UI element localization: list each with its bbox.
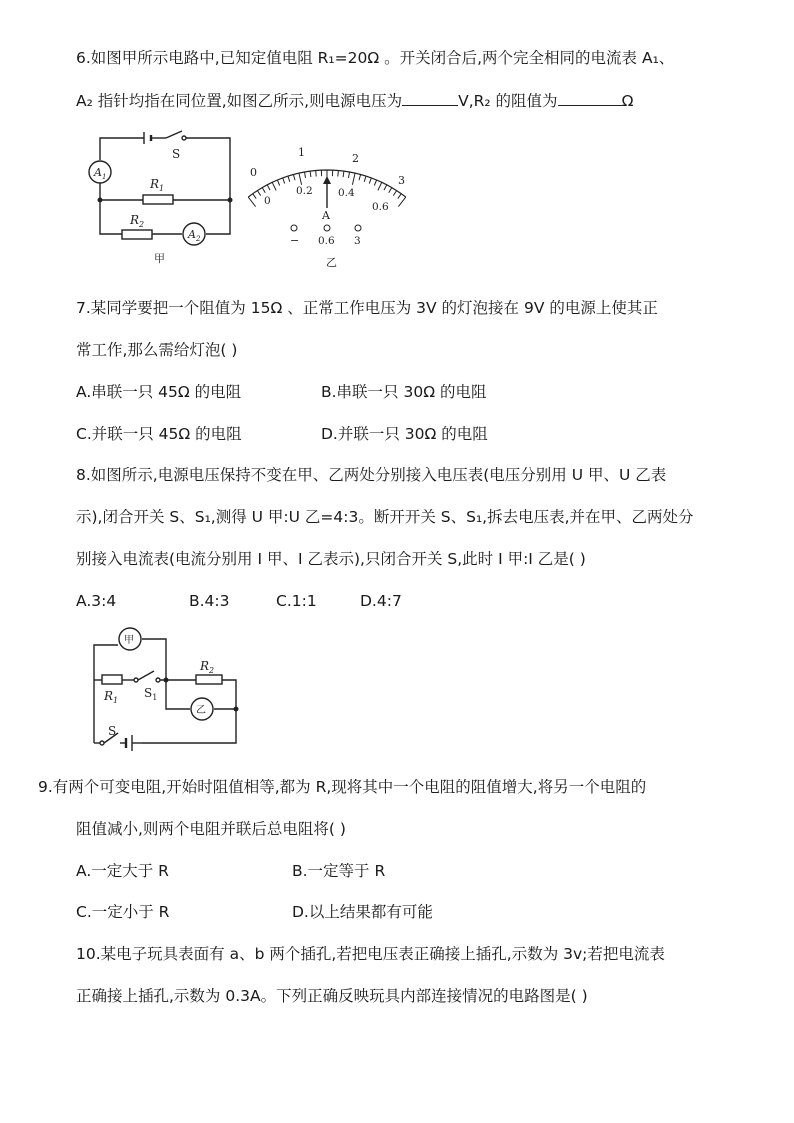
q7-line-2: 常工作,那么需给灯泡( ) xyxy=(76,341,238,359)
q8-line-3: 别接入电流表(电流分别用 I 甲、I 乙表示),只闭合开关 S,此时 I 甲:I 乙是( ) xyxy=(76,550,586,568)
dial-tick xyxy=(305,172,306,178)
dial-top-tick-1: 1 xyxy=(298,146,305,159)
terminal-label-3: 3 xyxy=(354,235,361,247)
dial-tick xyxy=(364,176,366,182)
switch-s1-label: $S_1$ xyxy=(144,686,158,702)
dial-tick xyxy=(283,178,285,184)
dial-tick xyxy=(288,176,290,182)
dial-tick xyxy=(352,173,355,185)
q6-text-a: A₂ 指针均指在同位置,如图乙所示,则电源电压为 xyxy=(76,92,403,110)
dial-top-tick-3: 3 xyxy=(398,174,405,187)
dial-tick xyxy=(272,182,276,190)
switch-s-label: S xyxy=(108,724,117,738)
dial-tick xyxy=(267,185,270,190)
q7-line-1: 7.某同学要把一个阻值为 15Ω 、正常工作电压为 3V 的灯泡接在 9V 的电源上使其正 xyxy=(76,299,658,317)
q8-line-2: 示),闭合开关 S、S₁,测得 U 甲:U 乙=4:3。断开开关 S、S₁,拆去电压表,并在甲、乙两处分 xyxy=(76,508,694,526)
q6-ammeter-dial-yi xyxy=(240,128,420,273)
terminal-06 xyxy=(324,225,330,231)
q6-text-b: V,R₂ 的阻值为 xyxy=(458,92,558,110)
dial-tick xyxy=(389,188,392,193)
dial-bottom-tick-0: 0 xyxy=(264,195,271,207)
q6-blank-voltage xyxy=(402,89,458,106)
q9-option-a: A.一定大于 R xyxy=(76,862,169,880)
resistor-r2-label: $R_2$ xyxy=(200,659,215,675)
dial-top-tick-2: 2 xyxy=(352,152,359,165)
dial-tick xyxy=(349,172,350,178)
resistor-r2-label: $R_2$ xyxy=(130,213,145,229)
dial-top-tick-0: 0 xyxy=(250,166,257,179)
dial-tick xyxy=(374,180,376,186)
q9-option-d: D.以上结果都有可能 xyxy=(292,903,433,921)
q7-option-d: D.并联一只 30Ω 的电阻 xyxy=(321,425,488,443)
dial-tick xyxy=(398,194,402,199)
dial-tick xyxy=(277,180,279,186)
meter-yi-label: 乙 xyxy=(196,705,206,716)
terminal-negative xyxy=(291,225,297,231)
q8-line-1: 8.如图所示,电源电压保持不变在甲、乙两处分别接入电压表(电压分别用 U 甲、U 乙表 xyxy=(76,466,667,484)
dial-tick xyxy=(384,185,387,190)
junction-dot xyxy=(164,678,169,683)
dial-tick xyxy=(293,175,295,181)
dial-tick xyxy=(248,197,255,207)
dial-tick xyxy=(338,171,339,177)
terminal-3 xyxy=(355,225,361,231)
q6-circuit-jia xyxy=(88,128,238,268)
q10-line-2: 正确接上插孔,示数为 0.3A。下列正确反映玩具内部连接情况的电路图是( ) xyxy=(76,987,588,1005)
q8-option-d: D.4:7 xyxy=(360,592,402,610)
dial-tick xyxy=(299,173,302,185)
dial-tick xyxy=(310,171,311,177)
dial-tick xyxy=(378,182,382,190)
dial-tick xyxy=(257,191,260,196)
resistor-r1-label: $R_1$ xyxy=(104,689,119,705)
dial-tick xyxy=(316,171,317,177)
dial-pointer-tip xyxy=(323,176,331,184)
q7-option-b: B.串联一只 30Ω 的电阻 xyxy=(321,383,487,401)
q9-line-2: 阻值减小,则两个电阻并联后总电阻将( ) xyxy=(76,820,346,838)
figure-caption-yi: 乙 xyxy=(326,256,337,269)
dial-bottom-tick-06: 0.6 xyxy=(372,201,389,213)
dial-tick xyxy=(359,175,361,181)
q6-line-2 xyxy=(76,89,633,112)
junction-dot xyxy=(228,198,233,203)
dial-tick xyxy=(393,191,396,196)
terminal-label-06: 0.6 xyxy=(318,235,335,247)
figure-caption-jia: 甲 xyxy=(154,252,165,265)
q6-text-c: Ω xyxy=(621,92,634,110)
ammeter-a1-label: $A_1$ xyxy=(94,166,107,181)
q10-line-1: 10.某电子玩具表面有 a、b 两个插孔,若把电压表正确接上插孔,示数为 3v;若把电流表 xyxy=(76,945,665,963)
dial-tick xyxy=(398,197,405,207)
resistor-r1-label: $R_1$ xyxy=(150,177,165,193)
dial-bottom-tick-04: 0.4 xyxy=(338,187,355,199)
junction-dot xyxy=(98,198,103,203)
q9-line-1: 9.有两个可变电阻,开始时阻值相等,都为 R,现将其中一个电阻的阻值增大,将另一个电阻的 xyxy=(38,778,647,796)
dial-bottom-tick-02: 0.2 xyxy=(296,185,313,197)
q6-blank-resistance xyxy=(558,89,622,106)
meter-jia-label: 甲 xyxy=(124,635,134,646)
q9-option-c: C.一定小于 R xyxy=(76,903,170,921)
dial-tick xyxy=(262,188,265,193)
dial-tick xyxy=(369,178,371,184)
q7-option-a: A.串联一只 45Ω 的电阻 xyxy=(76,383,242,401)
q9-option-b: B.一定等于 R xyxy=(292,862,386,880)
dial-tick xyxy=(253,194,257,199)
terminal-label-negative: − xyxy=(290,234,300,247)
dial-unit-label: A xyxy=(322,209,330,222)
ammeter-a2-label: $A_2$ xyxy=(188,228,201,243)
q7-option-c: C.并联一只 45Ω 的电阻 xyxy=(76,425,242,443)
junction-dot xyxy=(234,707,239,712)
q8-option-a: A.3:4 xyxy=(76,592,117,610)
q6-line-1: 6.如图甲所示电路中,已知定值电阻 R₁=20Ω 。开关闭合后,两个完全相同的电流表 A₁、 xyxy=(76,49,675,67)
q8-circuit xyxy=(86,625,246,755)
q8-option-b: B.4:3 xyxy=(189,592,230,610)
switch-label-s: S xyxy=(172,147,181,161)
dial-tick xyxy=(343,171,344,177)
q8-option-c: C.1:1 xyxy=(276,592,317,610)
